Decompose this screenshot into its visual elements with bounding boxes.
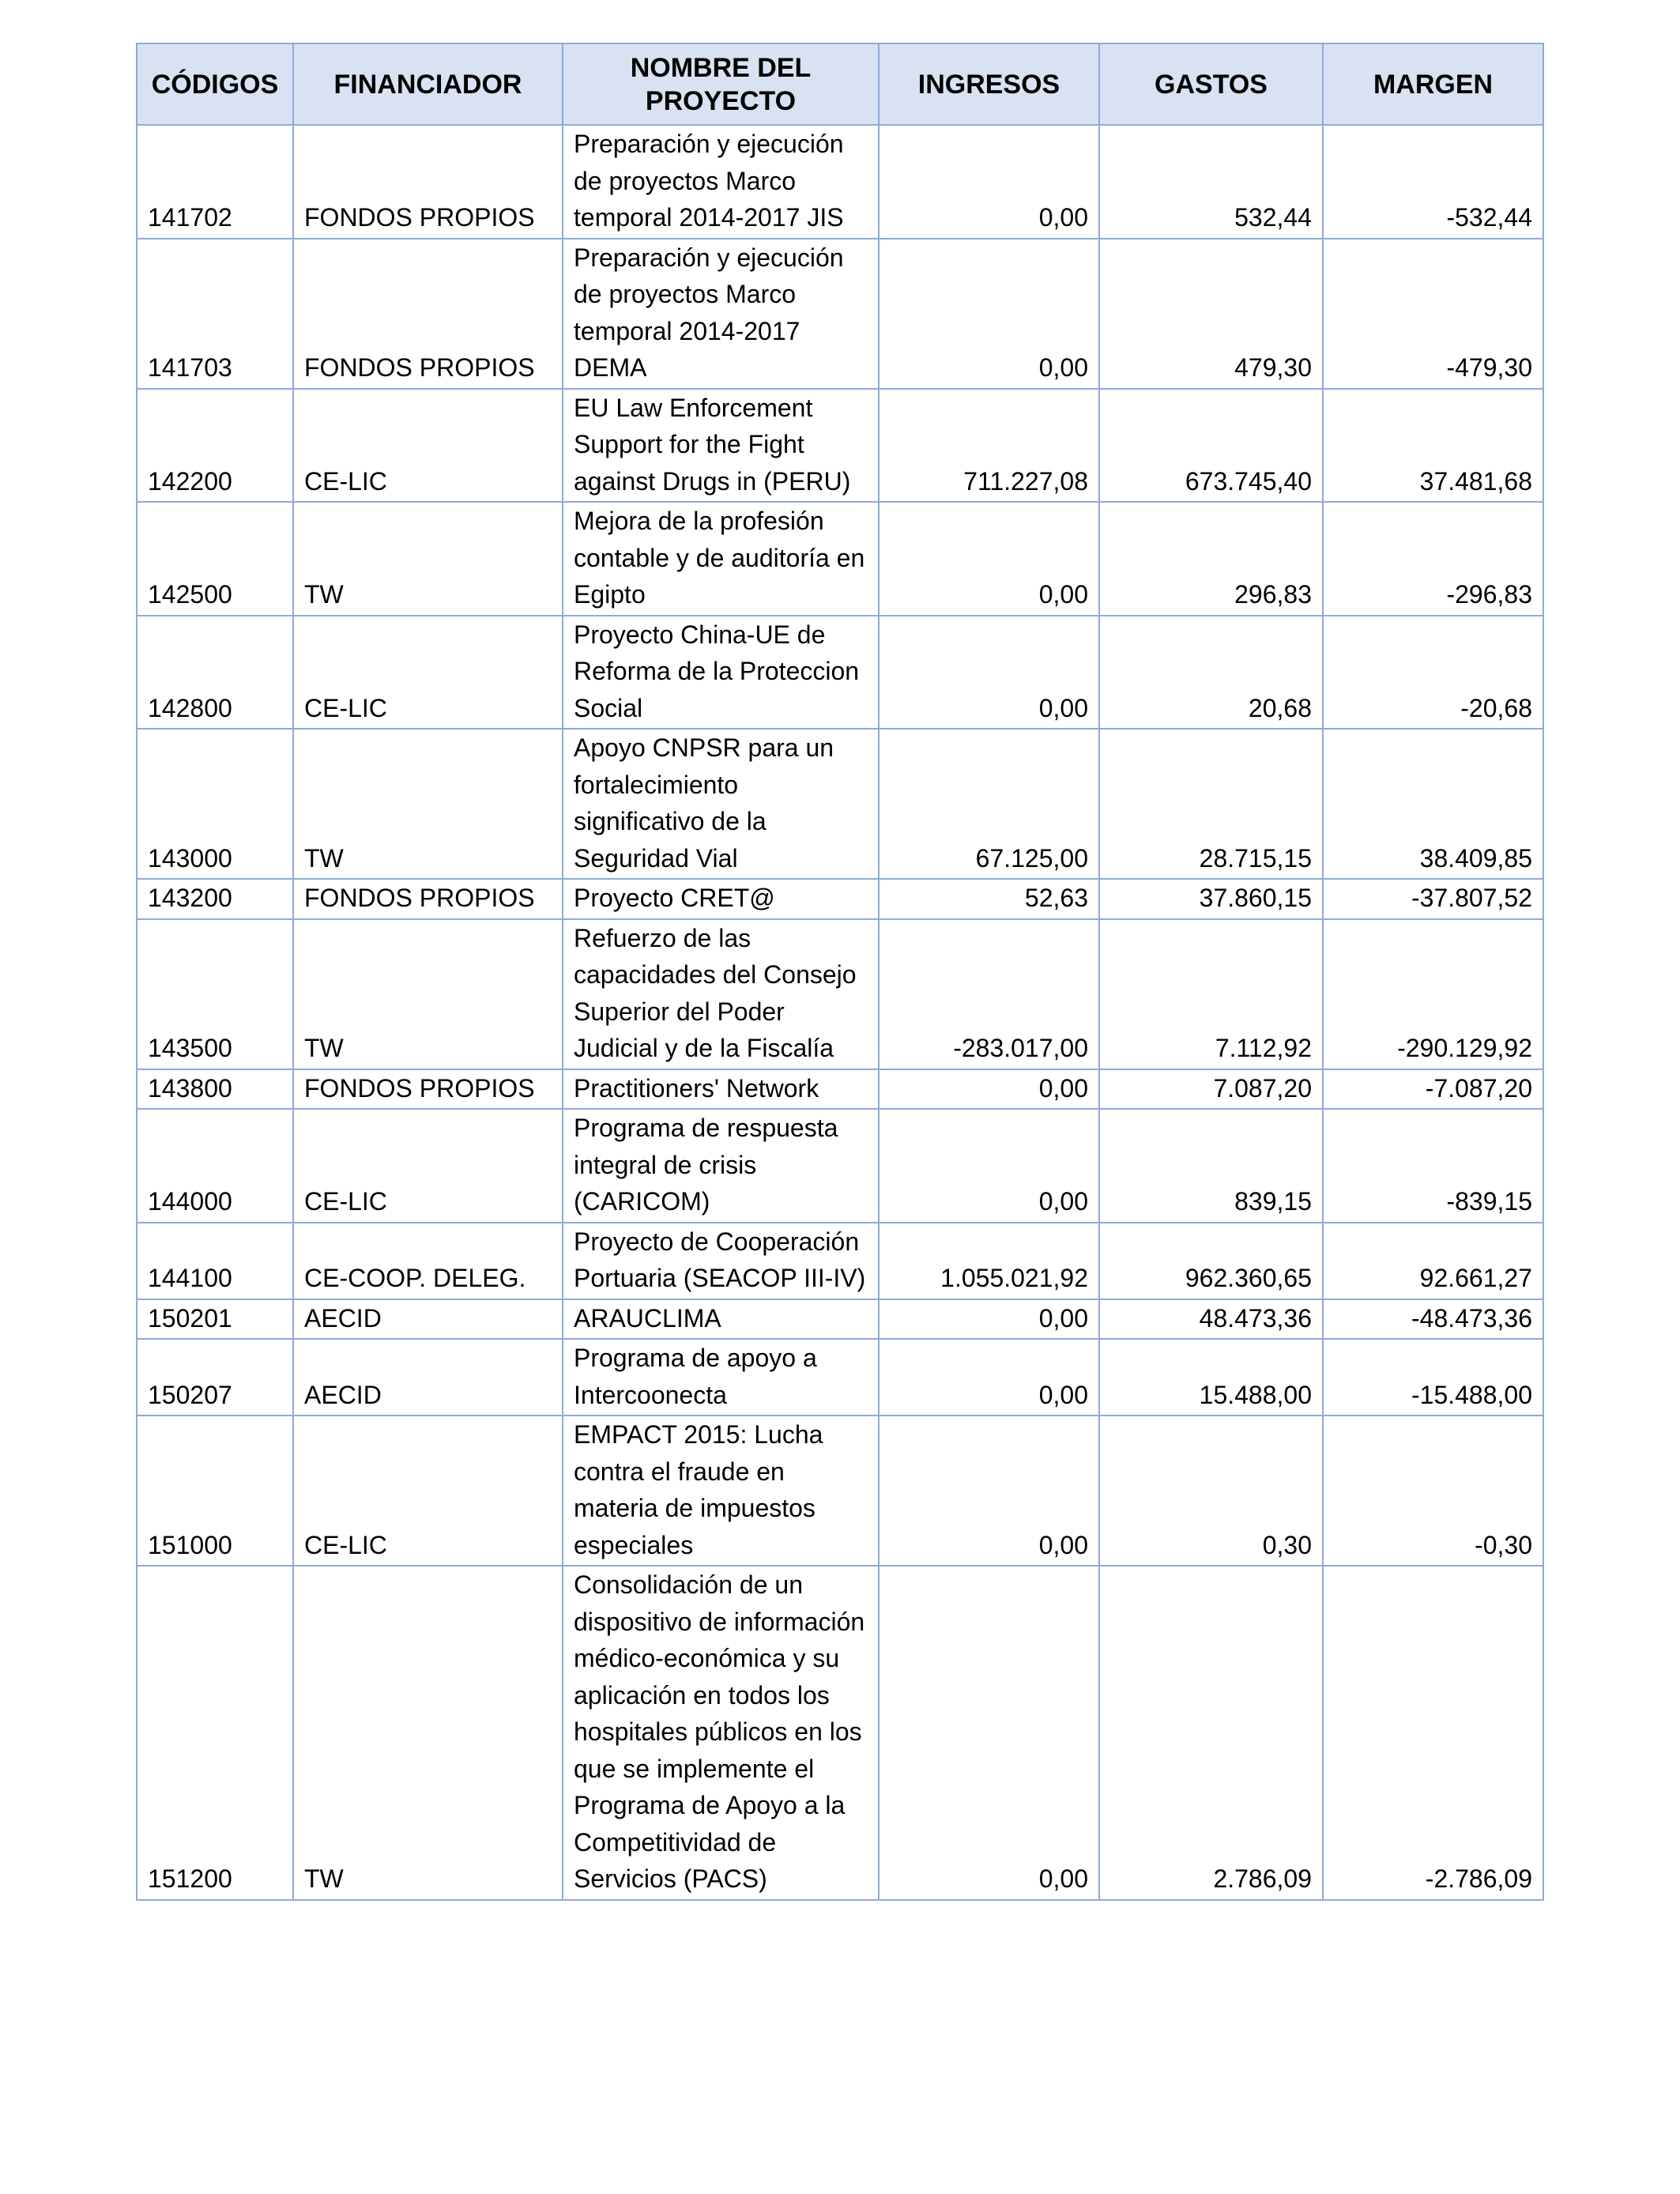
cell-financiador: FONDOS PROPIOS: [293, 879, 563, 919]
cell-codigo: 151200: [137, 1566, 293, 1900]
cell-margen: -479,30: [1323, 239, 1543, 389]
header-row: [137, 43, 1543, 125]
table-body: [137, 125, 1543, 1900]
cell-ingresos: 0,00: [879, 125, 1099, 239]
cell-ingresos: 0,00: [879, 1566, 1099, 1900]
cell-gastos: 532,44: [1099, 125, 1323, 239]
cell-margen: -37.807,52: [1323, 879, 1543, 919]
cell-codigo: 143200: [137, 879, 293, 919]
cell-gastos: 962.360,65: [1099, 1223, 1323, 1299]
cell-proyecto: EU Law Enforcement Support for the Fight against Drugs in (PERU): [563, 389, 879, 503]
cell-proyecto: ARAUCLIMA: [563, 1299, 879, 1340]
cell-codigo: 151000: [137, 1416, 293, 1566]
cell-gastos: 15.488,00: [1099, 1339, 1323, 1416]
cell-proyecto: Apoyo CNPSR para un fortalecimiento significativo de la Seguridad Vial: [563, 729, 879, 879]
table-header: [137, 43, 1543, 125]
cell-proyecto: EMPACT 2015: Lucha contra el fraude en materia de impuestos especiales: [563, 1416, 879, 1566]
cell-ingresos: 0,00: [879, 1299, 1099, 1340]
table-row: [137, 919, 1543, 1069]
cell-codigo: 141703: [137, 239, 293, 389]
cell-gastos: 7.112,92: [1099, 919, 1323, 1069]
cell-gastos: 296,83: [1099, 502, 1323, 616]
header-nombre-proyecto: NOMBRE DEL PROYECTO: [563, 43, 879, 125]
table-row: [137, 729, 1543, 879]
cell-gastos: 2.786,09: [1099, 1566, 1323, 1900]
table-row: [137, 1223, 1543, 1299]
cell-margen: 37.481,68: [1323, 389, 1543, 503]
table-row: [137, 1416, 1543, 1566]
cell-financiador: TW: [293, 502, 563, 616]
cell-margen: -15.488,00: [1323, 1339, 1543, 1416]
cell-ingresos: 0,00: [879, 1339, 1099, 1416]
cell-financiador: TW: [293, 919, 563, 1069]
cell-ingresos: 0,00: [879, 616, 1099, 729]
cell-gastos: 479,30: [1099, 239, 1323, 389]
cell-financiador: FONDOS PROPIOS: [293, 1069, 563, 1110]
cell-codigo: 143500: [137, 919, 293, 1069]
table-row: [137, 1069, 1543, 1110]
cell-gastos: 839,15: [1099, 1109, 1323, 1223]
cell-margen: -290.129,92: [1323, 919, 1543, 1069]
table-row: [137, 879, 1543, 919]
cell-margen: -48.473,36: [1323, 1299, 1543, 1340]
cell-financiador: CE-LIC: [293, 1416, 563, 1566]
table-row: [137, 1299, 1543, 1340]
cell-financiador: CE-LIC: [293, 389, 563, 503]
cell-proyecto: Programa de apoyo a Intercoonecta: [563, 1339, 879, 1416]
cell-codigo: 144100: [137, 1223, 293, 1299]
cell-financiador: CE-LIC: [293, 1109, 563, 1223]
cell-margen: -532,44: [1323, 125, 1543, 239]
cell-ingresos: 67.125,00: [879, 729, 1099, 879]
cell-financiador: FONDOS PROPIOS: [293, 125, 563, 239]
cell-margen: -839,15: [1323, 1109, 1543, 1223]
cell-proyecto: Refuerzo de las capacidades del Consejo Superior del Poder Judicial y de la Fiscalía: [563, 919, 879, 1069]
cell-financiador: CE-COOP. DELEG.: [293, 1223, 563, 1299]
cell-codigo: 143000: [137, 729, 293, 879]
cell-codigo: 150201: [137, 1299, 293, 1340]
header-margen: MARGEN: [1323, 43, 1543, 125]
cell-financiador: TW: [293, 729, 563, 879]
table-row: [137, 1566, 1543, 1900]
cell-codigo: 150207: [137, 1339, 293, 1416]
cell-gastos: 48.473,36: [1099, 1299, 1323, 1340]
cell-margen: 92.661,27: [1323, 1223, 1543, 1299]
cell-gastos: 28.715,15: [1099, 729, 1323, 879]
cell-proyecto: Programa de respuesta integral de crisis (CARICOM): [563, 1109, 879, 1223]
table-row: [137, 1109, 1543, 1223]
cell-margen: -7.087,20: [1323, 1069, 1543, 1110]
cell-proyecto: Preparación y ejecución de proyectos Marco temporal 2014-2017 JIS: [563, 125, 879, 239]
table-row: [137, 616, 1543, 729]
cell-proyecto: Proyecto de Cooperación Portuaria (SEACOP III-IV): [563, 1223, 879, 1299]
table-row: [137, 1339, 1543, 1416]
header-codigos: CÓDIGOS: [137, 43, 293, 125]
table-row: [137, 389, 1543, 503]
cell-codigo: 144000: [137, 1109, 293, 1223]
cell-proyecto: Mejora de la profesión contable y de auditoría en Egipto: [563, 502, 879, 616]
cell-codigo: 141702: [137, 125, 293, 239]
cell-ingresos: 0,00: [879, 1069, 1099, 1110]
cell-codigo: 142200: [137, 389, 293, 503]
cell-proyecto: Preparación y ejecución de proyectos Marco temporal 2014-2017 DEMA: [563, 239, 879, 389]
header-financiador: FINANCIADOR: [293, 43, 563, 125]
cell-ingresos: 52,63: [879, 879, 1099, 919]
projects-table: [136, 43, 1544, 1901]
header-ingresos: INGRESOS: [879, 43, 1099, 125]
cell-financiador: CE-LIC: [293, 616, 563, 729]
cell-gastos: 7.087,20: [1099, 1069, 1323, 1110]
cell-financiador: AECID: [293, 1339, 563, 1416]
cell-margen: -20,68: [1323, 616, 1543, 729]
cell-proyecto: Practitioners' Network: [563, 1069, 879, 1110]
cell-codigo: 143800: [137, 1069, 293, 1110]
cell-gastos: 673.745,40: [1099, 389, 1323, 503]
cell-margen: -2.786,09: [1323, 1566, 1543, 1900]
cell-margen: -296,83: [1323, 502, 1543, 616]
cell-ingresos: -283.017,00: [879, 919, 1099, 1069]
table-row: [137, 502, 1543, 616]
cell-gastos: 20,68: [1099, 616, 1323, 729]
cell-proyecto: Proyecto China-UE de Reforma de la Proteccion Social: [563, 616, 879, 729]
table-row: [137, 125, 1543, 239]
cell-ingresos: 1.055.021,92: [879, 1223, 1099, 1299]
cell-ingresos: 0,00: [879, 502, 1099, 616]
cell-ingresos: 711.227,08: [879, 389, 1099, 503]
header-gastos: GASTOS: [1099, 43, 1323, 125]
cell-gastos: 0,30: [1099, 1416, 1323, 1566]
cell-codigo: 142800: [137, 616, 293, 729]
cell-financiador: TW: [293, 1566, 563, 1900]
table-row: [137, 239, 1543, 389]
cell-financiador: FONDOS PROPIOS: [293, 239, 563, 389]
cell-margen: -0,30: [1323, 1416, 1543, 1566]
cell-ingresos: 0,00: [879, 239, 1099, 389]
cell-codigo: 142500: [137, 502, 293, 616]
cell-margen: 38.409,85: [1323, 729, 1543, 879]
cell-gastos: 37.860,15: [1099, 879, 1323, 919]
cell-proyecto: Consolidación de un dispositivo de información médico-económica y su aplicación en todos los hospitales públicos en los que se implemente el Programa de Apoyo a la Competitividad de Servicios (PACS): [563, 1566, 879, 1900]
cell-ingresos: 0,00: [879, 1109, 1099, 1223]
cell-financiador: AECID: [293, 1299, 563, 1340]
cell-ingresos: 0,00: [879, 1416, 1099, 1566]
cell-proyecto: Proyecto CRET@: [563, 879, 879, 919]
